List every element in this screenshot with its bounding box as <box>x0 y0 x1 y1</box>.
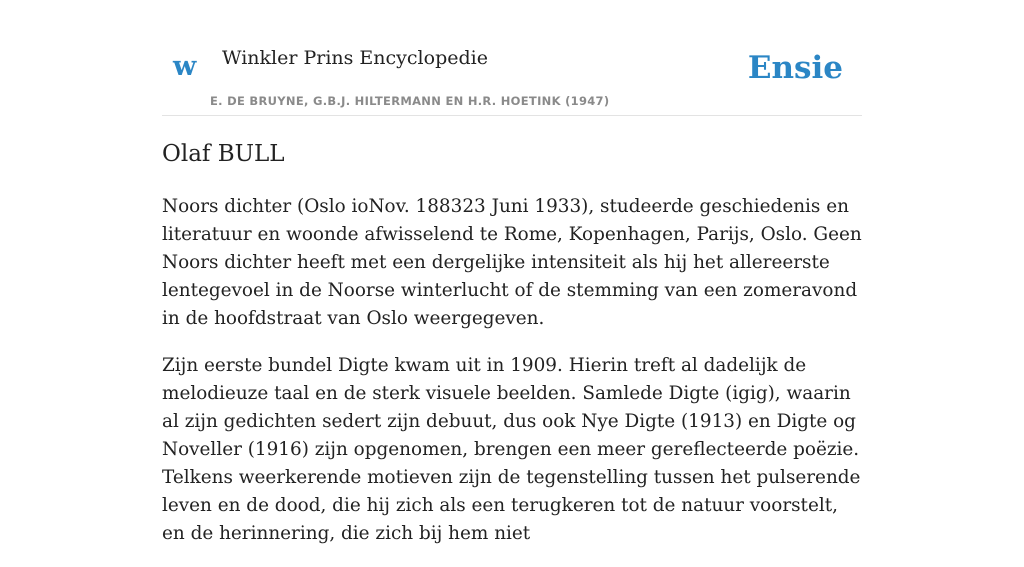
article-paragraph: Zijn eerste bundel Digte kwam uit in 1909. Hierin treft al dadelijk de melodieuze taal en de sterk visuele beelden. Samlede Digte (igig), waarin al zijn gedichten sedert zijn debuut, dus ook Nye Digte (1913) en Digte og Noveller (1916) zijn opgenomen, brengen een meer gereflecteerde poëzie. Telkens weerkerende motieven zijn de tegenstelling tussen het pulserende leven en de dood, die hij zich als een terugkeren tot de natuur voorstelt, en de herinnering, die zich bij hem niet <box>162 354 861 544</box>
article-title: Olaf BULL <box>162 141 285 167</box>
article-paragraph: Noors dichter (Oslo ioNov. 188323 Juni 1933), studeerde geschiedenis en literatuur en woonde afwisselend te Rome, Kopenhagen, Parijs, Oslo. Geen Noors dichter heeft met een dergelijke intensiteit als hij het allereerste lentegevoel in de Noorse winterlucht of de stemming van een zomeravond in de hoofdstraat van Oslo weergegeven. <box>162 195 862 329</box>
winkler-prins-logo[interactable]: w <box>173 51 197 82</box>
book-authors: E. DE BRUYNE, G.B.J. HILTERMANN EN H.R. HOETINK (1947) <box>210 94 610 108</box>
header <box>162 40 862 116</box>
ensie-brand-link[interactable]: Ensie <box>747 50 843 86</box>
article <box>162 140 862 567</box>
book-title[interactable]: Winkler Prins Encyclopedie <box>222 47 488 69</box>
